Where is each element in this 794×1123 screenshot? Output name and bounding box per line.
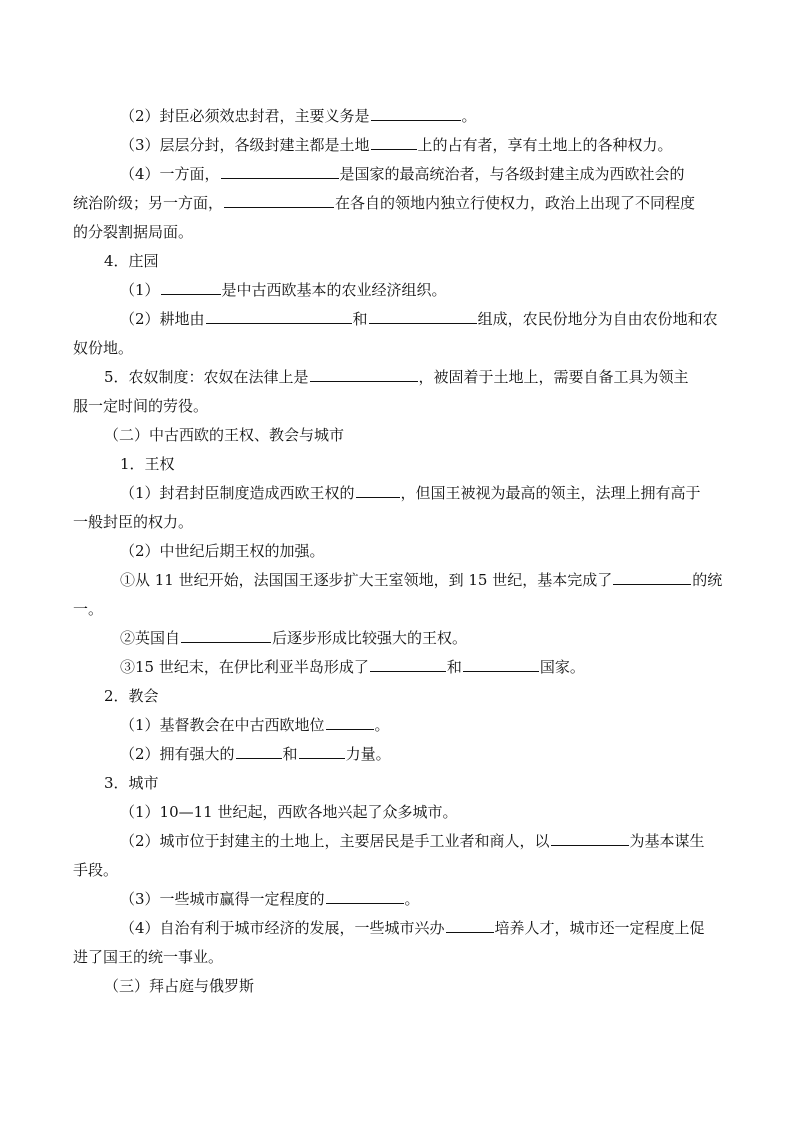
answer-blank[interactable]: [221, 163, 339, 179]
text-segment: （1）10—11 世纪起，西欧各地兴起了众多城市。: [120, 803, 458, 821]
text-line: [104, 772, 159, 794]
text-line: [120, 134, 673, 156]
text-segment: 后逐步形成比较强大的王权。: [272, 629, 468, 647]
text-segment: （4）一方面，: [120, 165, 220, 183]
text-segment: ③15 世纪末，在伊比利亚半岛形成了: [120, 658, 369, 676]
answer-blank[interactable]: [371, 105, 461, 121]
text-segment: （4）自治有利于城市经济的发展，一些城市兴办: [120, 919, 445, 937]
text-line: [73, 598, 103, 620]
answer-blank[interactable]: [446, 917, 494, 933]
text-segment: ①从 11 世纪开始，法国国王逐步扩大王室领地，到 15 世纪，基本完成了: [120, 571, 613, 589]
answer-blank[interactable]: [370, 656, 446, 672]
text-segment: （三）拜占庭与俄罗斯: [104, 977, 255, 995]
text-segment: 。: [404, 890, 420, 908]
text-segment: （3）一些城市赢得一定程度的: [120, 890, 325, 908]
text-segment: ，但国王被视为最高的领主，法理上拥有高于: [400, 484, 701, 502]
answer-blank[interactable]: [551, 830, 629, 846]
text-segment: 奴份地。: [73, 339, 134, 357]
text-line: [104, 366, 689, 388]
text-segment: 进了国王的统一事业。: [73, 948, 224, 966]
text-segment: （2）封臣必须效忠封君，主要义务是: [120, 107, 370, 125]
text-line: [120, 163, 685, 185]
text-line: [73, 395, 208, 417]
answer-blank[interactable]: [371, 134, 417, 150]
text-segment: 国家。: [539, 658, 585, 676]
text-line: [73, 221, 193, 243]
text-line: [120, 105, 477, 127]
text-line: [73, 192, 695, 214]
text-line: [104, 250, 159, 272]
text-line: [120, 917, 705, 939]
text-segment: 为基本谋生: [629, 832, 705, 850]
text-segment: 力量。: [345, 745, 391, 763]
text-line: [120, 569, 722, 591]
text-segment: ，被固着于土地上，需要自备工具为领主: [418, 368, 689, 386]
text-segment: 一般封臣的权力。: [73, 513, 194, 531]
answer-blank[interactable]: [613, 569, 691, 585]
text-segment: （2）中世纪后期王权的加强。: [120, 542, 325, 560]
answer-blank[interactable]: [463, 656, 539, 672]
text-segment: 统治阶级；另一方面，: [73, 194, 224, 212]
text-line: [120, 830, 705, 852]
text-line: [73, 859, 118, 881]
text-segment: 组成，农民份地分为自由农份地和农: [477, 310, 718, 328]
text-segment: 服一定时间的劳役。: [73, 397, 209, 415]
text-segment: 是国家的最高统治者，与各级封建主成为西欧社会的: [339, 165, 685, 183]
answer-blank[interactable]: [236, 743, 282, 759]
text-line: [73, 511, 193, 533]
text-line: [104, 424, 344, 446]
answer-blank[interactable]: [326, 714, 374, 730]
text-line: [120, 627, 467, 649]
text-segment: 的分裂割据局面。: [73, 223, 194, 241]
text-segment: 是中古西欧基本的农业经济组织。: [221, 281, 447, 299]
text-segment: （2）拥有强大的: [120, 745, 235, 763]
text-segment: 5．农奴制度：农奴在法律上是: [104, 368, 309, 386]
answer-blank[interactable]: [326, 888, 404, 904]
text-line: [104, 685, 159, 707]
text-line: [120, 308, 718, 330]
text-segment: 培养人才，城市还一定程度上促: [494, 919, 705, 937]
text-segment: 。: [374, 716, 390, 734]
answer-blank[interactable]: [181, 627, 271, 643]
answer-blank[interactable]: [310, 366, 418, 382]
text-line: [120, 453, 175, 475]
text-segment: 2．教会: [104, 687, 159, 705]
text-line: [120, 801, 458, 823]
text-line: [120, 714, 390, 736]
text-segment: （1）封君封臣制度造成西欧王权的: [120, 484, 355, 502]
text-line: [120, 540, 325, 562]
text-line: [120, 656, 585, 678]
text-line: [73, 946, 223, 968]
text-segment: 在各自的领地内独立行使权力，政治上出现了不同程度: [335, 194, 696, 212]
answer-blank[interactable]: [161, 279, 221, 295]
text-segment: 和: [352, 310, 368, 328]
text-segment: 3．城市: [104, 774, 159, 792]
text-segment: 的统: [692, 571, 723, 589]
answer-blank[interactable]: [356, 482, 400, 498]
text-segment: （1）基督教会在中古西欧地位: [120, 716, 325, 734]
answer-blank[interactable]: [224, 192, 334, 208]
text-line: [120, 888, 420, 910]
text-segment: 1．王权: [120, 455, 175, 473]
text-segment: （2）耕地由: [120, 310, 205, 328]
text-segment: 和: [446, 658, 462, 676]
text-line: [120, 482, 701, 504]
text-segment: 手段。: [73, 861, 119, 879]
text-segment: 。: [461, 107, 477, 125]
text-segment: 和: [282, 745, 298, 763]
text-segment: 4．庄园: [104, 252, 159, 270]
answer-blank[interactable]: [206, 308, 352, 324]
text-segment: （2）城市位于封建主的土地上，主要居民是手工业者和商人，以: [120, 832, 550, 850]
answer-blank[interactable]: [299, 743, 345, 759]
text-segment: ②英国自: [120, 629, 181, 647]
text-line: [120, 279, 447, 301]
answer-blank[interactable]: [369, 308, 477, 324]
text-segment: 一。: [73, 600, 104, 618]
text-line: [120, 743, 391, 765]
text-segment: （二）中古西欧的王权、教会与城市: [104, 426, 345, 444]
text-segment: 上的占有者，享有土地上的各种权力。: [417, 136, 673, 154]
text-segment: （3）层层分封，各级封建主都是土地: [120, 136, 370, 154]
text-line: [104, 975, 254, 997]
text-segment: （1）: [120, 281, 160, 299]
text-line: [73, 337, 133, 359]
